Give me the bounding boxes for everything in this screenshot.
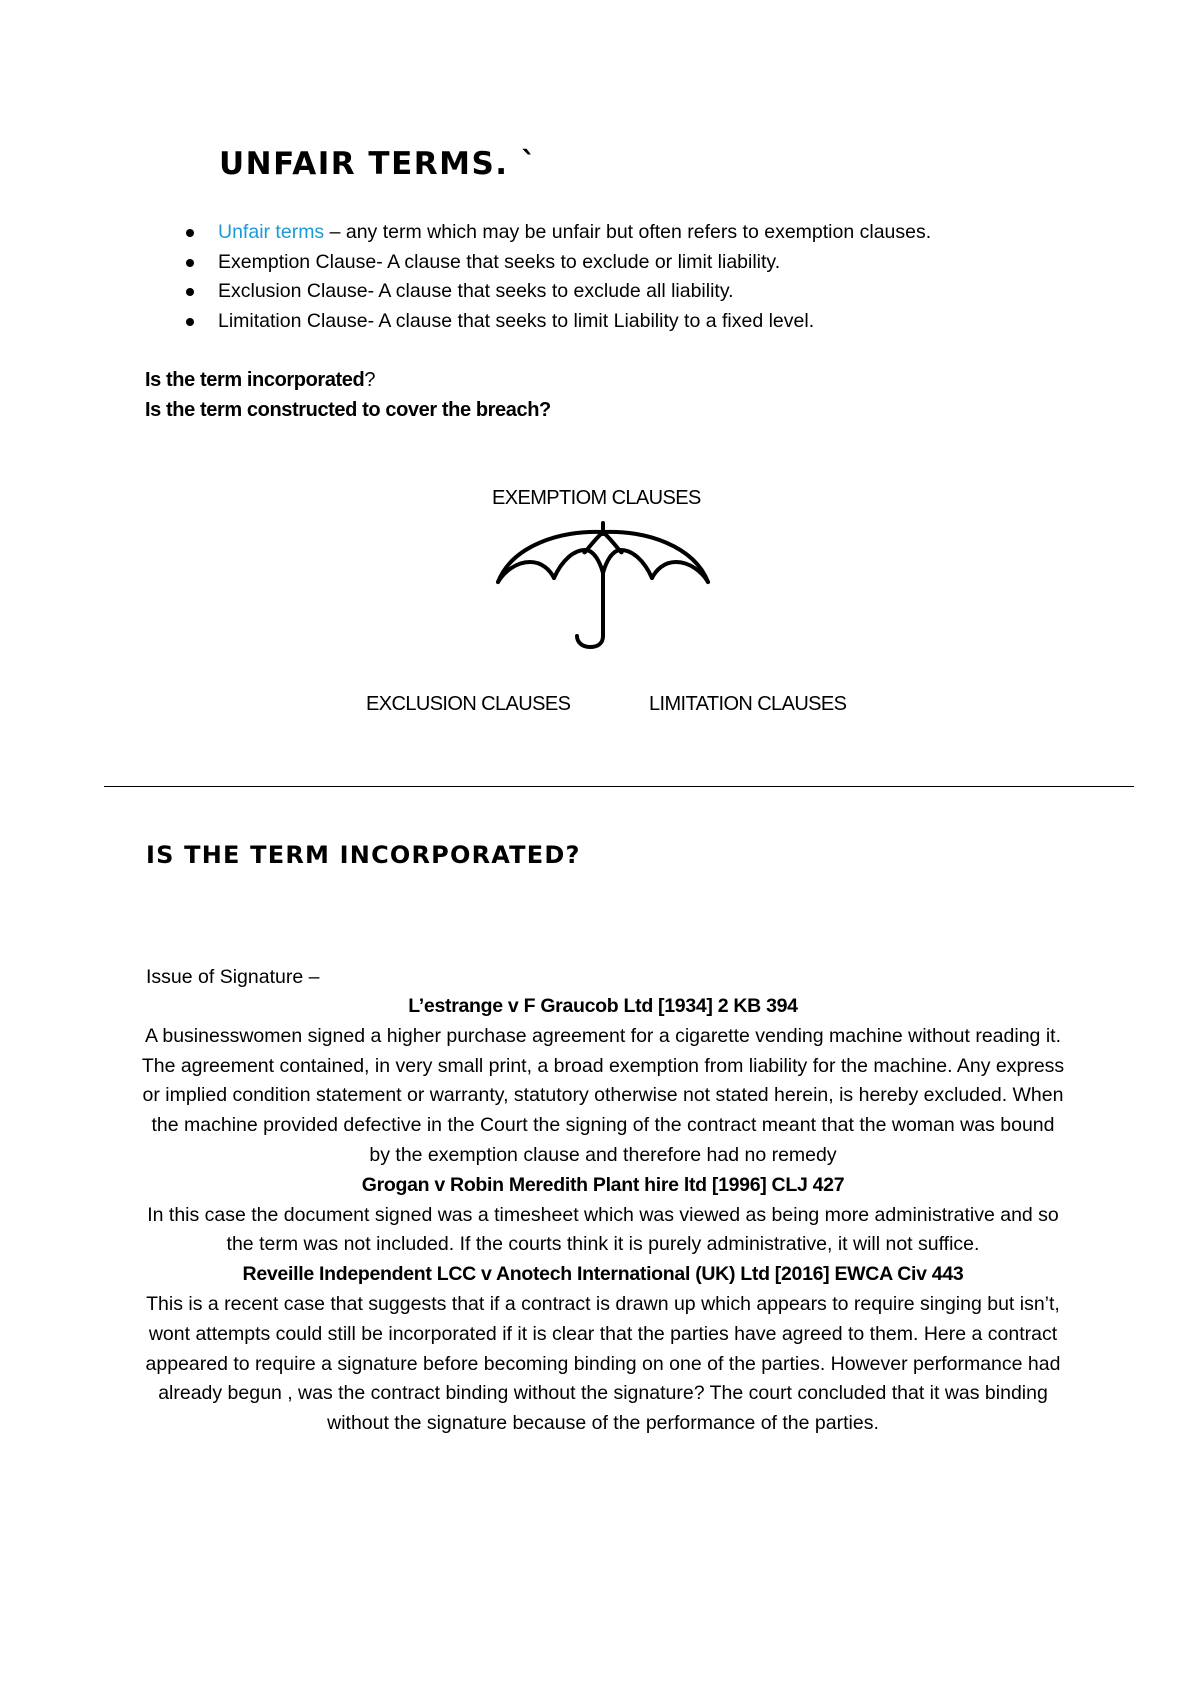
umbrella-icon: [490, 518, 720, 652]
case-name: L’estrange v F Graucob Ltd [1934] 2 KB 394: [408, 995, 798, 1017]
case-name: Grogan v Robin Meredith Plant hire ltd [1996] CLJ 427: [361, 1173, 845, 1196]
case-summary: This is a recent case that suggests that if a contract is drawn up which appears to require singing but isn’t, wont attempts could still be incorporated if it is clear that the parties have agreed to them. Here a contract appeared to require a signature before becoming binding on one of the parties. However performance had already begun , was the contract binding without the signature? The court concluded that it was binding without the signature because of the performance of the parties.: [145, 1292, 1061, 1435]
case-summary: In this case the document signed was a timesheet which was viewed as being more administrative and so the term was not included. If the courts think it is purely administrative, it will not suffice.: [147, 1203, 1059, 1256]
question-incorporated: Is the term incorporated?: [145, 369, 376, 391]
exemption-diagram: [0, 0, 1200, 720]
question-constructed: Is the term constructed to cover the breach?: [145, 398, 551, 421]
issue-label: Issue of Signature –: [146, 966, 320, 988]
definition-text: – any term which may be unfair but often refers to exemption clauses.: [324, 221, 932, 243]
definition-text: Exclusion Clause- A clause that seeks to exclude all liability.: [218, 280, 734, 302]
diagram-label-exemption: EXEMPTIOM CLAUSES: [492, 487, 701, 509]
case-name: Reveille Independent LCC v Anotech International (UK) Ltd [2016] EWCA Civ 443: [242, 1263, 964, 1286]
diagram-label-limitation: LIMITATION CLAUSES: [649, 693, 847, 715]
section-divider: [104, 786, 1134, 787]
unfair-terms-link[interactable]: Unfair terms: [218, 221, 325, 243]
case-list: [140, 992, 1066, 1439]
definition-text: Limitation Clause- A clause that seeks to limit Liability to a fixed level.: [218, 309, 815, 332]
definition-text: Exemption Clause- A clause that seeks to exclude or limit liability.: [218, 250, 781, 273]
diagram-label-exclusion: EXCLUSION CLAUSES: [366, 693, 571, 715]
page-title: UNFAIR TERMS. `: [219, 146, 538, 182]
case-summary: A businesswomen signed a higher purchase agreement for a cigarette vending machine without reading it. The agreement contained, in very small print, a broad exemption from liability for the machine. Any express or implied condition statement or warranty, statutory otherwise not stated herein, is hereby excluded. When the machine provided defective in the Court the signing of the contract meant that the woman was bound by the exemption clause and therefore had no remedy: [141, 1024, 1065, 1166]
section-title: IS THE TERM INCORPORATED?: [146, 841, 581, 869]
